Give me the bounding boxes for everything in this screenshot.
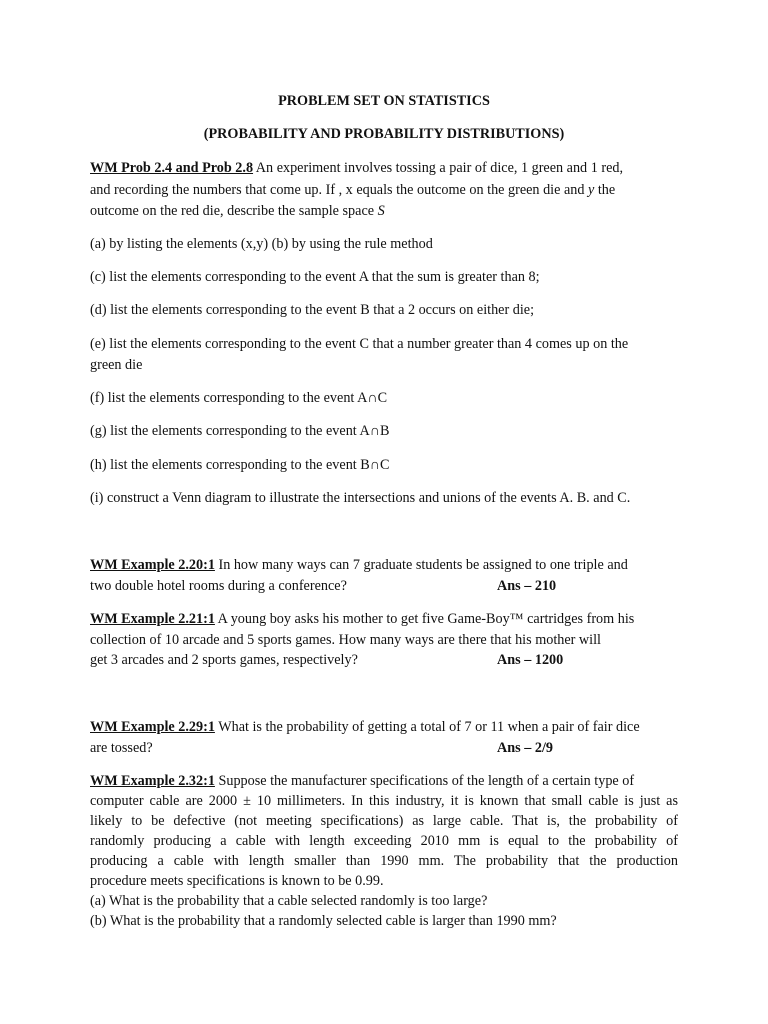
prob1-line-3: outcome on the red die, describe the sample space S: [90, 203, 385, 219]
prob1-line-2: and recording the numbers that come up. If , x equals the outcome on the green die and y the: [90, 182, 616, 198]
page-subtitle: (PROBABILITY AND PROBABILITY DISTRIBUTIONS): [203, 126, 565, 142]
ex232-line-5: producing a cable with length smaller than 1990 mm. The probability that the production: [90, 853, 678, 869]
ex221-line-2: collection of 10 arcade and 5 sports games. How many ways are there that his mother will: [90, 632, 601, 648]
prob1-part-g: (g) list the elements corresponding to the event A∩B: [90, 423, 390, 439]
ex232-ref: WM Example 2.32:1: [90, 773, 215, 789]
ex221-answer: Ans – 1200: [497, 652, 564, 668]
prob1-part-h: (h) list the elements corresponding to the event B∩C: [90, 457, 390, 473]
ex220-ref: WM Example 2.20:1: [90, 557, 215, 573]
prob1-part-e-line-2: green die: [90, 357, 143, 373]
prob1-ref: WM Prob 2.4 and Prob 2.8: [90, 160, 254, 176]
ex232-line-1: WM Example 2.32:1 Suppose the manufacturer specifications of the length of a certain type of: [90, 773, 635, 789]
ex220-answer: Ans – 210: [497, 578, 557, 594]
ex221-ref: WM Example 2.21:1: [90, 611, 215, 627]
ex229-line-1: WM Example 2.29:1 What is the probability of getting a total of 7 or 11 when a pair of fair dice: [90, 719, 640, 735]
prob1-part-f: (f) list the elements corresponding to the event A∩C: [90, 390, 388, 406]
ex229-ref: WM Example 2.29:1: [90, 719, 215, 735]
ex232-line-4: randomly producing a cable with length exceeding 2010 mm is equal to the probability of: [90, 833, 678, 849]
ex220-line-2: two double hotel rooms during a conference?: [90, 578, 347, 594]
ex232-part-b: (b) What is the probability that a randomly selected cable is larger than 1990 mm?: [90, 913, 557, 929]
prob1-part-e-line-1: (e) list the elements corresponding to the event C that a number greater than 4 comes up on the: [90, 336, 629, 352]
prob1-part-d: (d) list the elements corresponding to the event B that a 2 occurs on either die;: [90, 302, 535, 318]
ex232-line-3: likely to be defective (not meeting specifications) as large cable. That is, the probability of: [90, 813, 678, 829]
prob1-part-i: (i) construct a Venn diagram to illustrate the intersections and unions of the events A. B. and C.: [90, 490, 631, 506]
ex232-part-a: (a) What is the probability that a cable selected randomly is too large?: [90, 893, 488, 909]
prob1-line-1: WM Prob 2.4 and Prob 2.8 An experiment involves tossing a pair of dice, 1 green and 1 red,: [90, 160, 624, 176]
ex232-line-2: computer cable are 2000 ± 10 millimeters. In this industry, it is known that small cable is just as: [90, 793, 678, 809]
ex232-line-6: procedure meets specifications is known to be 0.99.: [90, 873, 384, 889]
ex220-line-1: WM Example 2.20:1 In how many ways can 7 graduate students be assigned to one triple and: [90, 557, 628, 573]
prob1-part-a: (a) by listing the elements (x,y) (b) by using the rule method: [90, 236, 433, 252]
prob1-part-c: (c) list the elements corresponding to the event A that the sum is greater than 8;: [90, 269, 540, 285]
ex229-answer: Ans – 2/9: [497, 740, 553, 756]
ex221-line-1: WM Example 2.21:1 A young boy asks his mother to get five Game-Boy™ cartridges from his: [90, 611, 635, 627]
ex229-line-2: are tossed?: [90, 740, 153, 756]
ex221-line-3: get 3 arcades and 2 sports games, respectively?: [90, 652, 358, 668]
page-title: PROBLEM SET ON STATISTICS: [278, 93, 490, 109]
